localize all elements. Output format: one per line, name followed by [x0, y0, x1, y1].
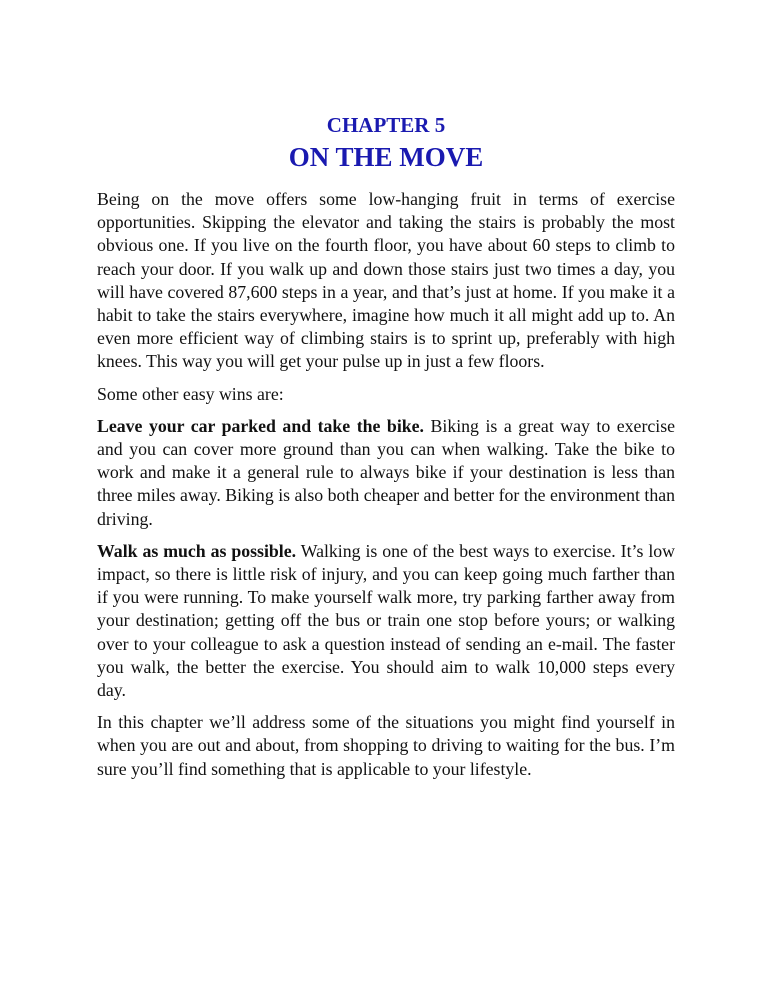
paragraph-walk	[97, 540, 675, 702]
walk-lead: Walk as much as possible.	[97, 540, 297, 561]
paragraph-chapter-overview: In this chapter we’ll address some of the situations you might find yourself in when you are out and about, from shopping to driving to waiting for the bus. I’m sure you’ll find something that is applicable to your lifestyle.	[97, 712, 675, 779]
walk-text: Walking is one of the best ways to exercise. It’s low impact, so there is little risk of injury, and you can keep going much farther than if you were running. To make yourself walk more, try parking farther away from your destination; getting off the bus or train one stop before yours; or walking over to your colleague to ask a question instead of sending an e-mail. The faster you walk, the better the exercise. You should aim to walk 10,000 steps every day.	[97, 540, 676, 701]
chapter-label: CHAPTER 5	[326, 113, 446, 137]
chapter-title: ON THE MOVE	[288, 142, 484, 172]
paragraph-intro: Being on the move offers some low-hanging fruit in terms of exercise opportunities. Skipping the elevator and taking the stairs is probably the most obvious one. If you live on the fourth floor, you have about 60 steps to climb to reach your door. If you walk up and down those stairs just two times a day, you will have covered 87,600 steps in a year, and that’s just at home. If you make it a habit to take the stairs everywhere, imagine how much it all might add up to. An even more efficient way of climbing stairs is to sprint up, preferably with high knees. This way you will get your pulse up in just a few floors.	[97, 189, 675, 372]
bike-text: Biking is a great way to exercise and you can cover more ground than you can when walking. Take the bike to work and make it a general rule to always bike if your destination is less than three miles away. Biking is also both cheaper and better for the environment than driving.	[97, 415, 676, 529]
paragraph-easy-wins: Some other easy wins are:	[97, 383, 284, 404]
paragraph-bike	[97, 415, 675, 531]
bike-lead: Leave your car parked and take the bike.	[97, 415, 424, 436]
document-page	[97, 112, 675, 790]
